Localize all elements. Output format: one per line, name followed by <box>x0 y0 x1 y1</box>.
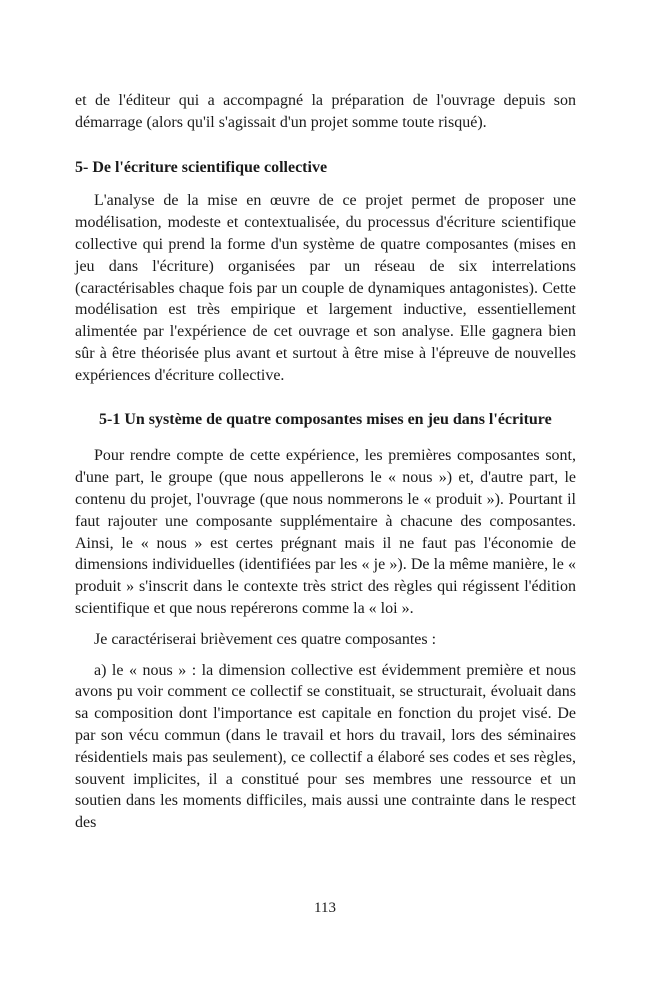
paragraph-characterize: Je caractériserai brièvement ces quatre composantes : <box>94 630 437 648</box>
subsection-heading: 5-1 Un système de quatre composantes mises en jeu dans l'écriture <box>99 410 552 428</box>
paragraph-intro: et de l'éditeur qui a accompagné la préparation de l'ouvrage depuis son démarrage (alors qu'il s'agissait d'un projet somme toute risqué). <box>75 92 576 131</box>
paragraph-components: Pour rendre compte de cette expérience, les premières composantes sont, d'une part, le groupe (que nous appellerons le « nous ») et, d'autre part, le contenu du projet, l'ouvrage (que nous nommerons le « produit »). Pourtant il faut rajouter une composante supplémentaire à chacune des composantes. Ainsi, le « nous » est certes prégnant mais il ne faut pas l'économie de dimensions individuelles (identifiées par les « je »). De la même manière, le « produit » s'inscrit dans le contexte très strict des règles qui régissent l'édition scientifique et que nous repérerons comme la « loi ». <box>75 447 576 617</box>
paragraph-nous: a) le « nous » : la dimension collective est évidemment première et nous avons pu voir comment ce collectif se constituait, se structurait, évoluait dans sa composition dont l'importance est capitale en fonction du projet visé. De par son vécu commun (dans le travail et hors du travail, lors des séminaires résidentiels mais pas seulement), ce collectif a élaboré ses codes et ses règles, souvent implicites, il a constitué pour ses membres une ressource et un soutien dans les moments difficiles, mais aussi une contrainte dans le respect des <box>75 661 576 832</box>
section-heading: 5- De l'écriture scientifique collective <box>75 158 328 176</box>
page-number: 113 <box>314 900 336 916</box>
page-body <box>75 90 576 834</box>
paragraph-section: L'analyse de la mise en œuvre de ce projet permet de proposer une modélisation, modeste et contextualisée, du processus d'écriture scientifique collective qui prend la forme d'un système de quatre composantes (mises en jeu dans l'écriture) organisées par un réseau de six interrelations (caractérisables chaque fois par un couple de dynamiques antagonistes). Cette modélisation est très empirique et largement inductive, essentiellement alimentée par l'expérience de cet ouvrage et son analyse. Elle gagnera bien sûr à être théorisée plus avant et surtout à être mise à l'épreuve de nouvelles expériences d'écriture collective. <box>75 192 576 384</box>
